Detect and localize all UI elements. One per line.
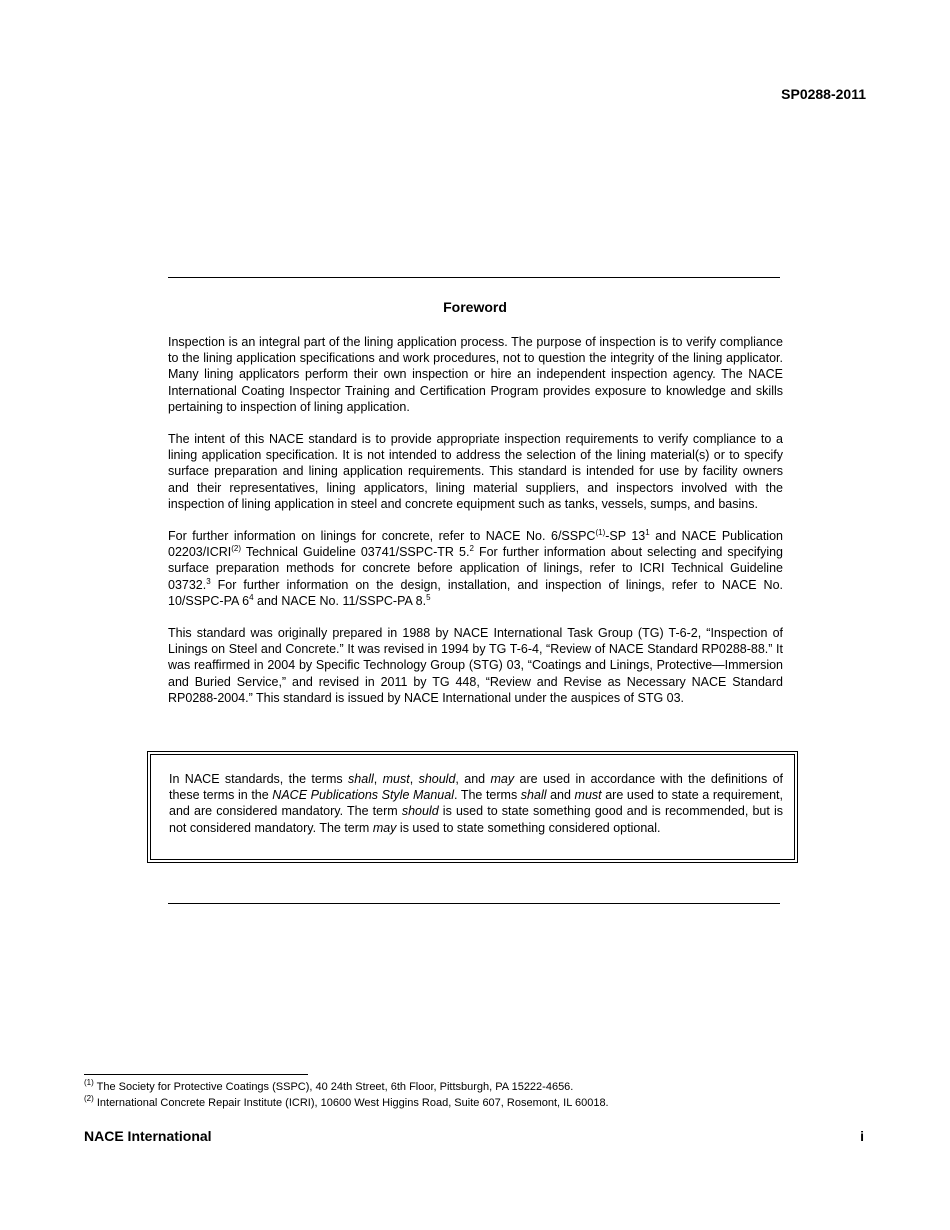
reference-3: 3 [206,576,211,586]
foreword-paragraph-2: The intent of this NACE standard is to provide appropriate inspection requirements to verify compliance to a lining application specification. It is not intended to address the selection of the lining material(s) or to specify surface preparation and lining application requirements. This standard is intended for use by facility owners and their representatives, lining applicators, lining material suppliers, and inspectors involved with the inspection of lining application in steel and concrete equipment such as tanks, vessels, sumps, and basins. [168,432,783,511]
footer-organization: NACE International [84,1128,212,1144]
footnote-mark: (2) [84,1093,94,1103]
notice-text: , and [455,772,491,786]
reference-4: 4 [249,592,254,602]
foreword-paragraph-4: This standard was originally prepared in 1988 by NACE International Task Group (TG) T-6-2, “Inspection of Linings on Steel and Concrete.” It was revised in 1994 by TG T-6-4, “Review of NACE Standard RP0288-88.” It was reaffirmed in 2004 by Specific Technology Group (STG) 03, “Coatings and Linings, Protective—Immersion and Buried Service,” and revised in 2011 by TG 448, “Review and Revise as Necessary NACE Standard RP0288-2004.” This standard is issued by NACE International under the auspices of STG 03. [168,626,783,705]
term-should: should [401,804,439,819]
notice-text: In NACE standards, the terms [169,772,349,786]
notice-text: . The terms [453,788,521,803]
term-must: must [382,772,410,786]
reference-1: 1 [645,528,650,538]
term-shall: shall [520,788,547,803]
foreword-title: Foreword [443,299,507,315]
footnote-text: The Society for Protective Coatings (SSPC), 40 24th Street, 6th Floor, Pittsburgh, PA 15222-4656. [93,1081,574,1093]
bottom-divider [168,903,780,904]
term-must: must [574,788,602,803]
notice-text: are used to state a requirement, and are considered mandatory. The term [169,788,783,819]
notice-text: are used in accordance with the definitions of these terms in the [169,772,784,803]
footnote-ref-1: (1) [595,528,606,538]
foreword-paragraph-1: Inspection is an integral part of the lining application process. The purpose of inspection is to verify compliance to the lining application specifications and work procedures, not to question the integrity of the lining applicator. Many lining applicators perform their own inspection or hire an independent inspection agency. The NACE International Coating Inspector Training and Certification Program provides exposure to knowledge and skills pertaining to inspection of lining application. [168,335,783,414]
p3-text: Technical Guideline 03741/SSPC-TR 5. [241,545,470,560]
notice-text: , [373,772,383,786]
terminology-notice-box [147,751,798,863]
p3-text: and NACE No. 11/SSPC-PA 8. [253,593,427,608]
notice-text: is used to state something good and is recommended, but is not considered mandatory. The term [169,804,784,835]
reference-2: 2 [469,544,474,554]
footnote-text: International Concrete Repair Institute (ICRI), 10600 West Higgins Road, Suite 607, Rosemont, IL 60018. [93,1096,609,1109]
top-divider [168,277,780,278]
term-shall: shall [348,772,374,786]
p3-text: -SP 13 [605,529,646,544]
foreword-body [168,334,783,722]
style-manual-title: NACE Publications Style Manual [272,788,454,803]
footnote-divider [84,1074,308,1075]
p3-text: and NACE Publication 02203/ICRI [168,529,783,560]
term-may: may [372,820,397,835]
footnotes [84,1080,609,1111]
footnote-1 [84,1080,609,1096]
term-may: may [490,772,515,786]
notice-text: and [546,788,575,803]
terminology-notice-text [169,771,783,836]
footnote-mark: (1) [84,1078,94,1087]
p3-text: For further information about selecting and specifying surface preparation methods for concrete before application of linings, refer to ICRI Technical Guideline 03732. [168,545,783,592]
footnote-2 [84,1093,609,1112]
p3-text: For further information on linings for concrete, refer to NACE No. 6/SSPC [168,529,596,544]
term-should: should [418,772,456,786]
page-number: i [860,1128,864,1144]
reference-5: 5 [426,592,431,602]
foreword-paragraph-3 [168,528,783,609]
footnote-ref-2: (2) [231,544,242,554]
p3-text: For further information on the design, installation, and inspection of linings, refer to NACE No. 10/SSPC-PA 6 [168,577,783,608]
document-id: SP0288-2011 [781,86,866,102]
notice-text: , [409,772,419,786]
notice-text: is used to state something considered optional. [396,820,661,835]
